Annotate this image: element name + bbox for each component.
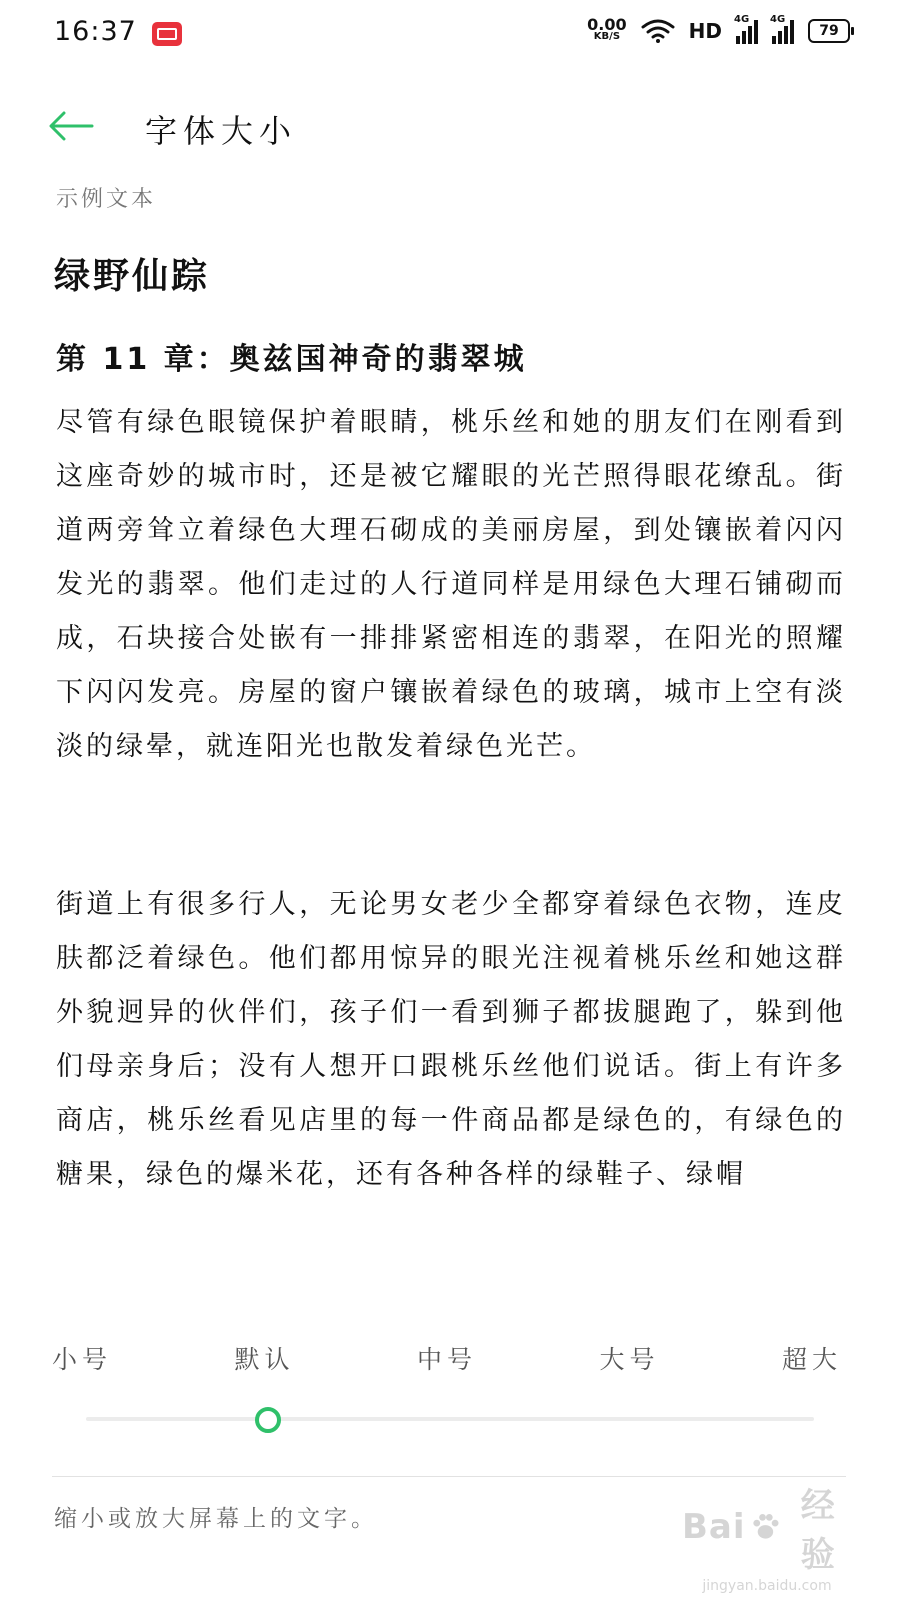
font-size-option-small[interactable]: 小号 bbox=[52, 1345, 113, 1374]
divider bbox=[52, 1476, 846, 1477]
status-time: 16:37 bbox=[54, 16, 137, 47]
slider-thumb[interactable] bbox=[255, 1407, 281, 1433]
signal-label: 4G bbox=[734, 14, 750, 25]
watermark-url: jingyan.baidu.com bbox=[702, 1578, 832, 1594]
font-size-slider[interactable] bbox=[86, 1400, 814, 1440]
screen-record-icon bbox=[152, 22, 182, 46]
font-size-options bbox=[52, 1340, 842, 1376]
back-arrow-icon[interactable] bbox=[46, 108, 96, 144]
status-indicators bbox=[587, 14, 850, 44]
status-bar bbox=[0, 0, 900, 70]
signal-label: 4G bbox=[770, 14, 786, 25]
font-size-option-large[interactable]: 大号 bbox=[599, 1345, 660, 1374]
sample-paragraph: 尽管有绿色眼镜保护着眼睛，桃乐丝和她的朋友们在刚看到这座奇妙的城市时，还是被它耀眼的光芒照得眼花缭乱。街道两旁耸立着绿色大理石砌成的美丽房屋，到处镶嵌着闪闪发光的翡翠。他们走过的人行道同样是用绿色大理石铺砌而成，石块接合处嵌有一排排紧密相连的翡翠，在阳光的照耀下闪闪发亮。房屋的窗户镶嵌着绿色的玻璃，城市上空有淡淡的绿晕，就连阳光也散发着绿色光芒。 bbox=[56, 407, 846, 762]
signal-icon bbox=[770, 14, 794, 44]
font-size-option-extra-large[interactable]: 超大 bbox=[781, 1345, 842, 1374]
sample-paragraph: 街道上有很多行人，无论男女老少全都穿着绿色衣物，连皮肤都泛着绿色。他们都用惊异的眼光注视着桃乐丝和她这群外貌迥异的伙伴们，孩子们一看到狮子都拔腿跑了，躲到他们母亲身后；没有人想开口跟桃乐丝他们说话。街上有许多商店，桃乐丝看见店里的每一件商品都是绿色的，有绿色的糖果，绿色的爆米花，还有各种各样的绿鞋子、绿帽 bbox=[56, 889, 846, 1190]
signal-icon bbox=[734, 14, 758, 44]
watermark-brand-right: 经验 bbox=[800, 1486, 836, 1575]
sample-chapter-title: 第 11 章：奥兹国神奇的翡翠城 bbox=[56, 342, 527, 377]
slider-track[interactable] bbox=[86, 1417, 814, 1421]
hd-voice-indicator: HD bbox=[688, 19, 722, 43]
sample-book-title: 绿野仙踪 bbox=[54, 256, 211, 297]
paw-icon bbox=[750, 1511, 781, 1543]
battery-icon: 79 bbox=[808, 19, 850, 43]
font-size-option-medium[interactable]: 中号 bbox=[416, 1345, 477, 1374]
font-size-description: 缩小或放大屏幕上的文字。 bbox=[54, 1506, 378, 1532]
network-speed-value: 0.00 bbox=[587, 15, 627, 34]
baidu-jingyan-watermark bbox=[682, 1478, 852, 1594]
network-speed bbox=[587, 15, 627, 43]
wifi-icon bbox=[641, 18, 675, 44]
network-speed-unit: KB/S bbox=[593, 31, 621, 42]
sample-section-label: 示例文本 bbox=[56, 187, 157, 212]
watermark-brand-left: Bai bbox=[682, 1507, 746, 1547]
page-title: 字体大小 bbox=[145, 112, 298, 150]
font-size-option-default[interactable]: 默认 bbox=[234, 1345, 295, 1374]
